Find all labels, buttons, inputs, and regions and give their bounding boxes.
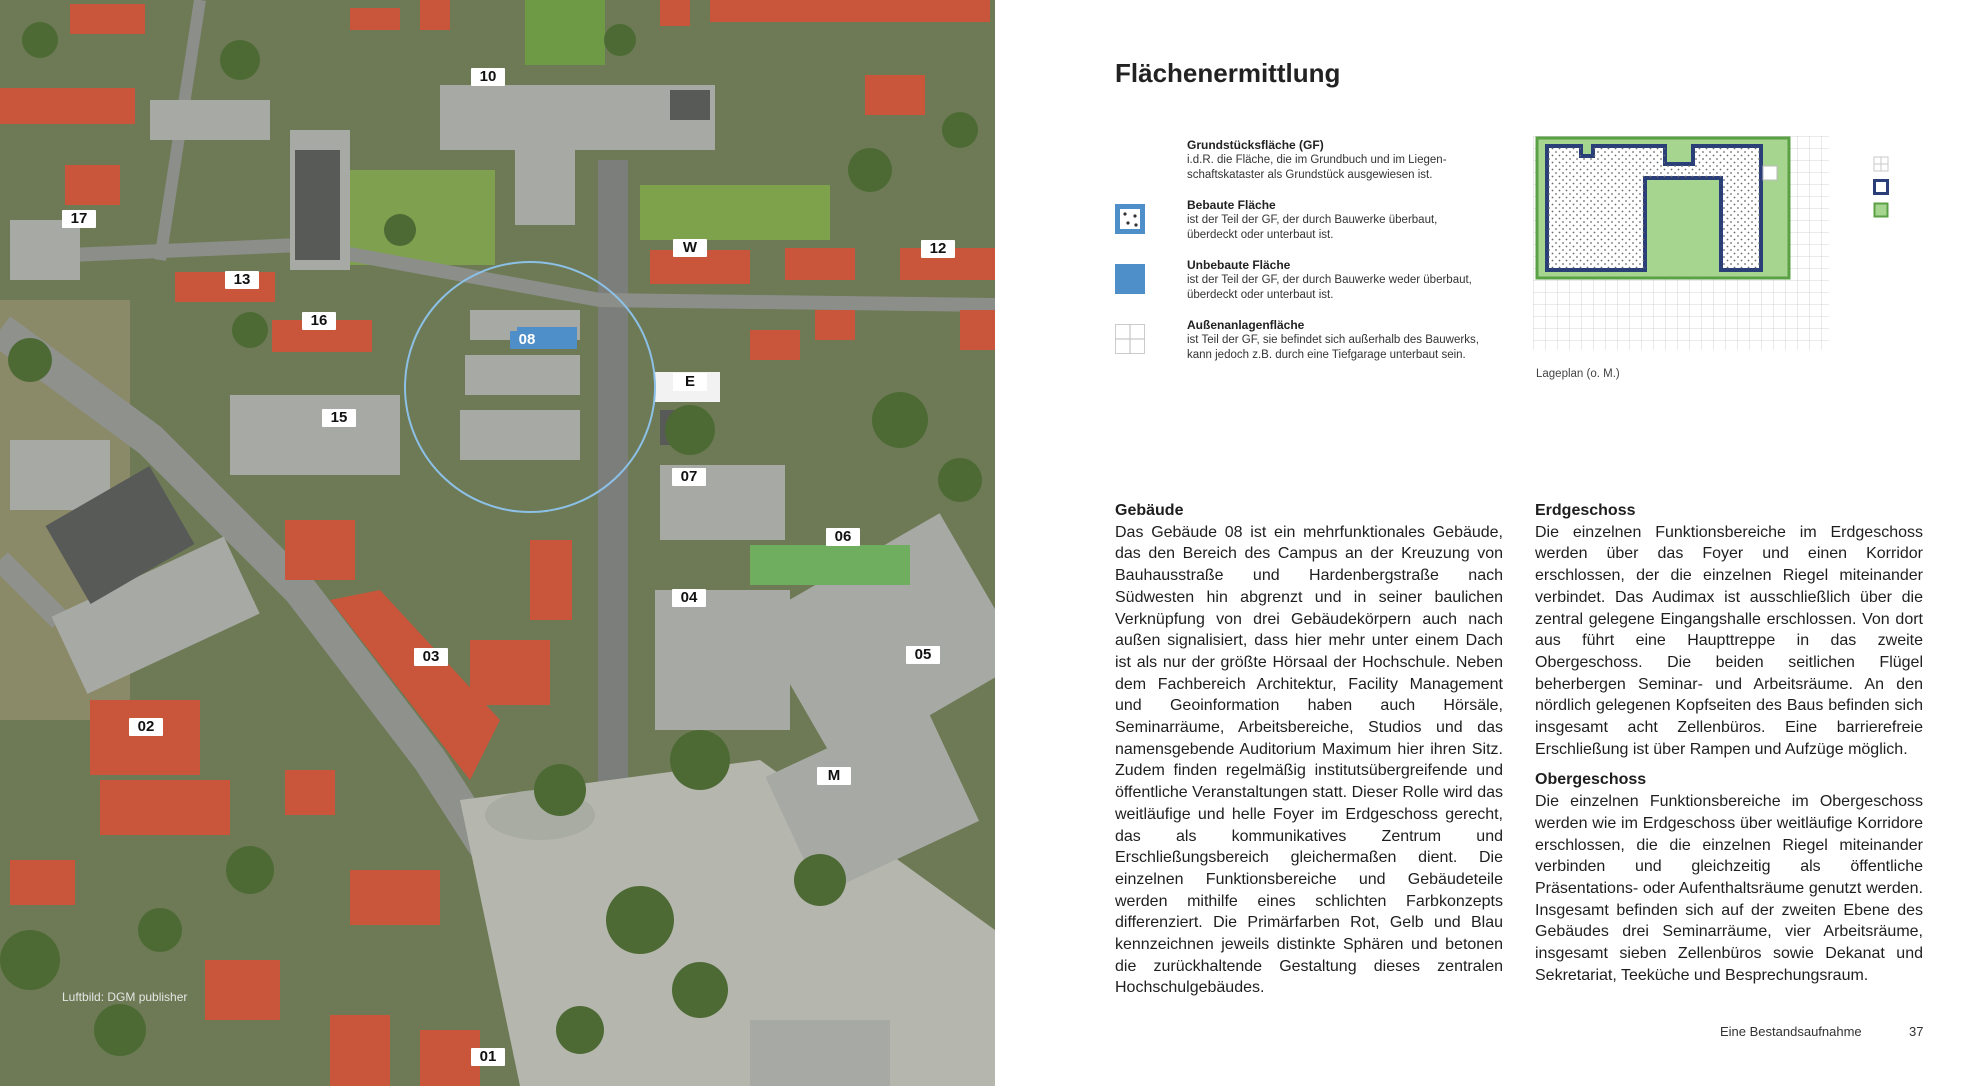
page-number: 37 xyxy=(1909,1024,1924,1039)
building-label-w: W xyxy=(673,239,707,257)
column-gebaeude xyxy=(1115,500,1503,999)
building-label-e: E xyxy=(673,373,707,391)
building-label-16: 16 xyxy=(302,312,336,330)
building-label-01: 01 xyxy=(471,1048,505,1066)
grid-swatch-icon xyxy=(1115,324,1145,354)
legend-title: Außenanlagenfläche xyxy=(1187,318,1305,332)
photo-credit: Luftbild: DGM publisher xyxy=(62,990,188,1004)
legend-title: Unbebaute Fläche xyxy=(1187,258,1291,272)
footer-section-title: Eine Bestandsaufnahme xyxy=(1720,1024,1862,1039)
section-heading-gebaeude: Gebäude xyxy=(1115,502,1184,519)
legend-description: ist Teil der GF, sie befindet sich außerhalb des Bauwerks, kann jedoch z.B. durch eine Tiefgarage unterbaut sein. xyxy=(1187,334,1479,361)
site-plan-diagram xyxy=(1533,136,1829,350)
legend-text xyxy=(1187,138,1487,183)
legend-title: Grundstücksfläche (GF) xyxy=(1187,138,1324,152)
site-plan-mini-legend xyxy=(1873,156,1889,218)
legend-description: ist der Teil der GF, der durch Bauwerke weder überbaut, überdeckt oder unterbaut ist. xyxy=(1187,274,1472,301)
site-plan-caption: Lageplan (o. M.) xyxy=(1536,368,1620,380)
dotted-blue-swatch-icon xyxy=(1115,204,1145,234)
building-label-03: 03 xyxy=(414,648,448,666)
building-label-08: 08 xyxy=(510,331,544,349)
legend-text xyxy=(1187,318,1487,363)
building-label-17: 17 xyxy=(62,210,96,228)
building-label-10: 10 xyxy=(471,68,505,86)
legend-text xyxy=(1187,258,1487,303)
legend-title: Bebaute Fläche xyxy=(1187,198,1276,212)
column-geschosse xyxy=(1535,500,1923,986)
building-label-05: 05 xyxy=(906,646,940,664)
section-text-gebaeude: Das Gebäude 08 ist ein mehrfunktionales Gebäude, das den Bereich des Campus an der Kreuzung von Bauhausstraße und Hardenbergstraße nach Südwesten hin abgrenzt und in seiner baulichen Verknüpfung von drei Gebäudekörpern auch nach außen signalisiert, dass hier mehr unter einem Dach ist als nur der größte Hörsaal der Hochschule. Neben dem Fachbereich Architektur, Facility Management und Geoinformation haben auch Hörsäle, Seminarräume, Arbeitsbereiche, Studios und das namensgebende Auditorium Maximum hier ihren Sitz. Zudem finden regelmäßig institutsübergreifende und öffentliche Veranstaltungen statt. Dieser Rolle wird das weitläufige und helle Foyer im Erdgeschoss gerecht, das als kommunikatives Zentrum und Erschließungsbereich gleichermaßen dient. Die einzelnen Funktionsbereiche und Gebäudeteile werden mithilfe eines schlichten Farbkonzepts differenziert. Die Primärfarben Rot, Gelb und Blau kennzeichnen jeweils distinkte Sphären und betonen die zurückhaltende Gestaltung dieses zentralen Hochschulgebäudes. xyxy=(1115,523,1503,997)
legend-description: ist der Teil der GF, der durch Bauwerke überbaut, überdeckt oder unterbaut ist. xyxy=(1187,214,1438,241)
section-text-erdgeschoss: Die einzelnen Funktionsbereiche im Erdgeschoss werden über das Foyer und einen Korridor erschlossen, der die einzelnen Riegel miteinander verbindet. Das Audimax ist ausschließlich über die zentral gelegene Eingangshalle erschlossen. Von dort aus führt eine Haupttreppe in das zweite Obergeschoss. Die beiden seitlichen Flügel beherbergen Seminar- und Arbeitsräume. An den nördlich gelegenen Kopfseiten des Baus befinden sich insgesamt acht Zellenbüros. Eine barrierefreie Erschließung ist über Rampen und Aufzüge möglich. xyxy=(1535,523,1923,758)
legend-description: i.d.R. die Fläche, die im Grundbuch und im Liegen-schaftskataster als Grundstück ausgewiesen ist. xyxy=(1187,154,1447,181)
building-label-07: 07 xyxy=(672,468,706,486)
building-label-06: 06 xyxy=(826,528,860,546)
section-text-obergeschoss: Die einzelnen Funktionsbereiche im Obergeschoss werden wie im Erdgeschoss über weitläufige Korridore erschlossen, die die einzelnen Riegel miteinander verbinden und gleichzeitig als öffentliche Präsentations- oder Aufenthaltsräume genutzt werden. Insgesamt befinden sich auf der zweiten Ebene des Gebäudes drei Seminarräume, vier Arbeitsräume, insgesamt sieben Zellenbüros sowie Dekanat und Sekretariat, Teeküche und Besprechungsraum. xyxy=(1535,793,1923,984)
building-label-15: 15 xyxy=(322,409,356,427)
building-label-m: M xyxy=(817,767,851,785)
section-heading-obergeschoss: Obergeschoss xyxy=(1535,771,1647,789)
page-title: Flächenermittlung xyxy=(1115,58,1341,88)
building-label-13: 13 xyxy=(225,271,259,289)
building-label-02: 02 xyxy=(129,718,163,736)
building-label-12: 12 xyxy=(921,240,955,258)
section-heading-erdgeschoss: Erdgeschoss xyxy=(1535,502,1636,519)
legend-text xyxy=(1187,198,1487,243)
building-label-04: 04 xyxy=(672,589,706,607)
solid-blue-swatch-icon xyxy=(1115,264,1145,294)
